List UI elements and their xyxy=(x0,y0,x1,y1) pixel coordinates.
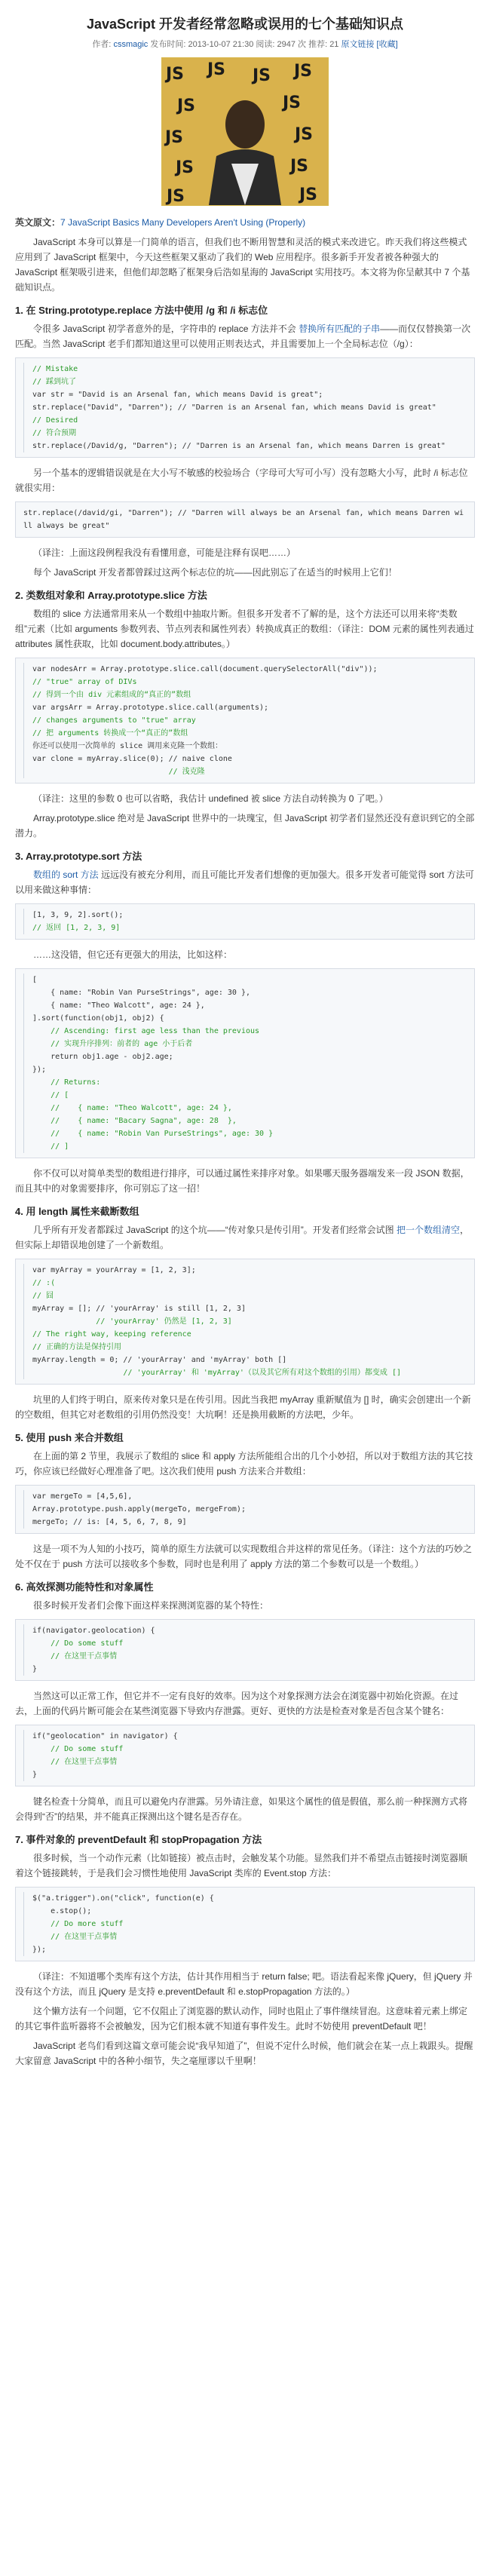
replace-doc-link[interactable]: 替换所有匹配的子串 xyxy=(299,324,381,334)
code-line: // { name: "Theo Walcott", age: 24 }, xyxy=(32,1104,232,1112)
favorite-link[interactable]: [收藏] xyxy=(376,40,398,49)
code-line: }); xyxy=(32,1946,47,1954)
code-line: e.stop(); xyxy=(32,1907,92,1915)
code-block-4 xyxy=(15,903,475,940)
author-link[interactable]: cssmagic xyxy=(113,40,149,49)
code-line: // "true" array of DIVs xyxy=(32,678,137,686)
code-block-6 xyxy=(15,1259,475,1385)
code-line: [ xyxy=(32,976,38,984)
code-line: return obj1.age - obj2.age; xyxy=(32,1053,173,1061)
section-7-heading: 7. 事件对象的 preventDefault 和 stopPropagation 方法 xyxy=(15,1834,262,1845)
code-line: // Do some stuff xyxy=(32,1639,124,1648)
section-1-heading: 1. 在 String.prototype.replace 方法中使用 /g 和 /i 标志位 xyxy=(15,305,268,316)
svg-text:JS: JS xyxy=(253,66,271,85)
svg-text:JS: JS xyxy=(294,62,313,81)
code-block-2 xyxy=(15,501,475,538)
svg-text:JS: JS xyxy=(283,94,302,112)
code-line: var myArray = yourArray = [1, 2, 3]; xyxy=(32,1266,196,1274)
section-1-paragraph: 令很多 JavaScript 初学者意外的是，字符串的 replace 方法并不会 替换所有匹配的子串——而仅仅替换第一次匹配。当然 JavaScript 老手们都知道这里可以使用正则表达式，并且需要加上一个全局标志位（/g）： xyxy=(15,324,471,349)
length-doc-link[interactable]: 把一个数组清空 xyxy=(397,1225,461,1235)
section-4-heading: 4. 用 length 属性来截断数组 xyxy=(15,1206,139,1217)
section-5-paragraph: 在上面的第 2 节里，我展示了数组的 slice 和 apply 方法所能组合出的几个小妙招，所以对于数组方法的其它技巧，你应该已经做好心理准备了吧。这次我们使用 push 方法来合并数组： xyxy=(15,1451,473,1477)
code-block-10 xyxy=(15,1887,475,1961)
code-line: ].sort(function(obj1, obj2) { xyxy=(32,1014,164,1023)
code-line: { name: "Theo Walcott", age: 24 }, xyxy=(32,1001,205,1010)
intro-paragraph-1: JavaScript 本身可以算是一门简单的语言，但我们也不断用智慧和灵活的模式来改进它。昨天我们将这些模式应用到了 JavaScript 框架中，今天这些框架又驱动了我们的 Web 应用程序。很多新手开发者被各种强大的 JavaScript 框架吸引进来，但他们却忽略了框架身后浩如星海的 JavaScript 实用技巧。本文将为你呈献其中 7 个基础知识点。 xyxy=(15,237,470,293)
code-line: // 实现升序排列：前者的 age 小于后者 xyxy=(32,1040,193,1048)
svg-text:JS: JS xyxy=(207,60,226,79)
code-block-8 xyxy=(15,1619,475,1681)
code-line: str.replace("David", "Darren"); // "Darren is an Arsenal fan, which means David is great" xyxy=(32,403,436,412)
section-1-paragraph-2: 另一个基本的逻辑错误就是在大小写不敏感的校验场合（字母可大写可小写）没有忽略大小写，此时 /i 标志位就很实用： xyxy=(15,468,468,493)
code-line: // 在这里干点事情 xyxy=(32,1758,118,1766)
section-3-paragraph-2: ……这没错，但它还有更强大的用法，比如这样： xyxy=(33,949,233,960)
section-2-note: （译注：这里的参数 0 也可以省略，我估计 undefined 被 slice 方法自动转换为 0 了吧。） xyxy=(33,793,388,804)
code-line: var str = "David is an Arsenal fan, which means David is great"; xyxy=(32,391,323,399)
section-4-paragraph: 几乎所有开发者都踩过 JavaScript 的这个坑——“传对象只是传引用”。开发者们经常会试图 把一个数组清空，但实际上却错误地创建了一个新数组。 xyxy=(15,1225,470,1250)
source-article-link[interactable]: 7 JavaScript Basics Many Developers Aren't Using (Properly) xyxy=(60,217,306,228)
code-line: // Mistake xyxy=(32,365,78,373)
code-block-3 xyxy=(15,658,475,784)
code-line: 你还可以使用一次简单的 slice 调用来克隆一个数组： xyxy=(32,742,223,750)
section-5-heading: 5. 使用 push 来合并数组 xyxy=(15,1432,124,1443)
section-2-heading: 2. 类数组对象和 Array.prototype.slice 方法 xyxy=(15,590,207,601)
closing-paragraph: JavaScript 老鸟们看到这篇文章可能会说“我早知道了”，但说不定什么时候，他们就会在某一点上栽跟头。提醒大家留意 JavaScript 中的各种小细节，失之毫厘谬以千里啊！ xyxy=(15,2041,473,2066)
svg-text:JS: JS xyxy=(167,187,185,205)
section-7-paragraph: 很多时候，当一个动作元素（比如链接）被点击时，会触发某个功能。显然我们并不希望点击链接时浏览器顺着这个链接跳转，于是我们会习惯性地使用 JavaScript 类库的 Event.stop 方法： xyxy=(15,1853,468,1878)
code-line: // 返回 [1, 2, 3, 9] xyxy=(32,924,121,932)
section-7-note: （译注：不知道哪个类库有这个方法，估计其作用相当于 return false; 吧。语法看起来像 jQuery，但 jQuery 并没有这个方法，而且 jQuery 是支持 e.preventDefault 和 e.stopPropagation 方法的。） xyxy=(15,1971,473,1997)
source-paragraph: 英文原文：7 JavaScript Basics Many Developers Aren't Using (Properly) xyxy=(15,217,306,228)
code-line: var clone = myArray.slice(0); // naive clone xyxy=(32,755,232,763)
code-line: // 在这里干点事情 xyxy=(32,1652,118,1661)
code-line: } xyxy=(32,1665,38,1673)
code-line: var nodesArr = Array.prototype.slice.call(document.querySelectorAll("div")); xyxy=(32,665,378,673)
svg-text:JS: JS xyxy=(165,128,184,147)
code-line: // The right way, keeping reference xyxy=(32,1330,191,1339)
section-6-paragraph-2: 当然这可以正常工作，但它并不一定有良好的效率。因为这个对象探测方法会在浏览器中初始化资源。在过去，上面的代码片断可能会在某些浏览器下导致内存泄露。更好、更快的方法是检查对象是否包含某个键名： xyxy=(15,1691,459,1716)
code-line: var argsArr = Array.prototype.slice.call(arguments); xyxy=(32,704,269,712)
code-line: // 'yourArray' 和 'myArray'（以及其它所有对这个数组的引用）都变成 [] xyxy=(32,1369,401,1377)
section-1-paragraph-3: 每个 JavaScript 开发者都曾踩过这两个标志位的坑——因此别忘了在适当的时候用上它们！ xyxy=(33,567,397,578)
code-line: // Desired xyxy=(32,416,78,425)
code-line: // [ xyxy=(32,1091,69,1099)
section-1-note: （译注：上面这段例程我没有看懂用意，可能是注释有误吧……） xyxy=(33,547,296,558)
article-title: JavaScript 开发者经常忽略或误用的七个基础知识点 xyxy=(86,17,404,32)
code-line: $("a.trigger").on("click", function(e) { xyxy=(32,1894,214,1903)
code-line: // 把 arguments 转换成一个“真正的”数组 xyxy=(32,729,188,738)
section-3-paragraph-3: 你不仅可以对简单类型的数组进行排序，可以通过属性来排序对象。如果哪天服务器端发来一段 JSON 数据，而且其中的对象需要排序，你可别忘了这一招！ xyxy=(15,1168,470,1194)
section-2-paragraph-2: Array.prototype.slice 绝对是 JavaScript 世界中的一块瑰宝，但 JavaScript 初学者们显然还没有意识到它的全部潜力。 xyxy=(15,813,475,839)
svg-text:JS: JS xyxy=(299,186,318,204)
code-block-9 xyxy=(15,1725,475,1786)
section-3-paragraph: 数组的 sort 方法 远远没有被充分利用，而且可能比开发者们想像的更加强大。很多开发者可能觉得 sort 方法可以用来做这种事情： xyxy=(15,869,474,895)
section-5-paragraph-2: 这是一项不为人知的小技巧，简单的原生方法就可以实现数组合并这样的常见任务。（译注：这个方法的巧妙之处不仅在于 push 方法可以接收多个参数，同时也是利用了 apply 方法的第二个参数可以是一个数组。） xyxy=(15,1544,473,1569)
code-line: // changes arguments to "true" array xyxy=(32,716,196,725)
svg-text:JS: JS xyxy=(290,157,309,176)
code-line: // 浅克隆 xyxy=(32,768,205,776)
code-line: [1, 3, 9, 2].sort(); xyxy=(32,911,124,919)
author-label: 作者: xyxy=(92,40,114,49)
hero-image xyxy=(161,57,329,206)
svg-text:JS: JS xyxy=(177,97,196,115)
section-4-paragraph-2: 坑里的人们终于明白，原来传对象只是在传引用。因此当我把 myArray 重新赋值为 [] 时，确实会创建出一个新的空数组，但其它对老数组的引用仍然没变！大坑啊！还是换用截断的方法吧，少年。 xyxy=(15,1394,471,1420)
code-line: // 囧 xyxy=(32,1292,54,1300)
code-block-5 xyxy=(15,968,475,1158)
section-3-heading: 3. Array.prototype.sort 方法 xyxy=(15,851,142,862)
svg-text:JS: JS xyxy=(176,158,194,177)
code-line: }); xyxy=(32,1066,47,1074)
code-line: // 'yourArray' 仍然是 [1, 2, 3] xyxy=(32,1317,232,1326)
code-line: var mergeTo = [4,5,6], xyxy=(32,1492,133,1501)
code-line: // Do some stuff xyxy=(32,1745,124,1753)
code-block-7 xyxy=(15,1485,475,1534)
article-page xyxy=(8,0,482,2068)
section-6-paragraph-3: 键名检查十分简单，而且可以避免内存泄露。另外请注意，如果这个属性的值是假值，那么前一种探测方式将会得到“否”的结果，并不能真正探测出这个键名是否存在。 xyxy=(15,1796,468,1822)
comment-count: 推荐: 21 xyxy=(308,40,341,49)
sort-doc-link[interactable]: 数组的 sort 方法 xyxy=(33,869,99,880)
article-meta xyxy=(15,38,475,51)
code-line: myArray.length = 0; // 'yourArray' and 'myArray' both [] xyxy=(32,1356,287,1364)
code-line: // :( xyxy=(32,1279,56,1287)
code-line: // 符合预期 xyxy=(32,429,77,437)
code-line: if("geolocation" in navigator) { xyxy=(32,1732,178,1740)
code-line: // { name: "Robin Van PurseStrings", age: 30 } xyxy=(32,1130,274,1138)
read-count: 阅读: 2947 次 xyxy=(256,40,309,49)
code-line: Array.prototype.push.apply(mergeTo, mergeFrom); xyxy=(32,1505,246,1513)
code-line: // 在这里干点事情 xyxy=(32,1933,118,1941)
section-2-paragraph: 数组的 slice 方法通常用来从一个数组中抽取片断。但很多开发者不了解的是，这个方法还可以用来将“类数组”元素（比如 arguments 参数列表、节点列表和属性列表）转换成真正的数组：（译注：DOM 元素的属性列表通过 attributes 属性获取，比如 document.body.attributes。） xyxy=(15,609,474,649)
code-line: // Do more stuff xyxy=(32,1920,124,1928)
svg-text:JS: JS xyxy=(166,65,185,84)
code-line: mergeTo; // is: [4, 5, 6, 7, 8, 9] xyxy=(32,1518,187,1526)
publish-time: 发布时间: 2013-10-07 21:30 xyxy=(150,40,256,49)
svg-text:JS: JS xyxy=(295,125,314,144)
code-line: } xyxy=(32,1771,38,1779)
code-line: str.replace(/david/gi, "Darren"); // "Darren will always be an Arsenal fan, which means Darren will always be great" xyxy=(23,509,464,530)
code-block-1 xyxy=(15,357,475,458)
code-line: { name: "Robin Van PurseStrings", age: 30 }, xyxy=(32,989,250,997)
section-6-heading: 6. 高效探测功能特性和对象属性 xyxy=(15,1581,154,1593)
code-line: str.replace(/David/g, "Darren"); // "Darren is an Arsenal fan, which means Darren is great" xyxy=(32,442,446,450)
code-line: // 得到一个由 div 元素组成的“真正的”数组 xyxy=(32,691,191,699)
code-line: if(navigator.geolocation) { xyxy=(32,1627,155,1635)
code-line: // 正确的方法是保持引用 xyxy=(32,1343,122,1351)
code-line: // 踩到坑了 xyxy=(32,378,77,386)
source-link[interactable]: 原文链接 xyxy=(341,40,375,49)
section-7-paragraph-2: 这个懒方法有一个问题，它不仅阻止了浏览器的默认动作，同时也阻止了事件继续冒泡。这意味着元素上绑定的其它事件监听器将不会被触发，因为它们根本就不知道有事件发生。此时不妨使用 preventDefault 吧！ xyxy=(15,2006,468,2032)
code-line: // Ascending: first age less than the previous xyxy=(32,1027,260,1035)
code-line: // Returns: xyxy=(32,1078,101,1087)
code-line: // { name: "Bacary Sagna", age: 28 }, xyxy=(32,1117,237,1125)
code-line: // ] xyxy=(32,1142,69,1151)
code-line: myArray = []; // 'yourArray' is still [1, 2, 3] xyxy=(32,1305,246,1313)
section-6-paragraph: 很多时候开发者们会像下面这样来探测浏览器的某个特性： xyxy=(33,1600,269,1611)
